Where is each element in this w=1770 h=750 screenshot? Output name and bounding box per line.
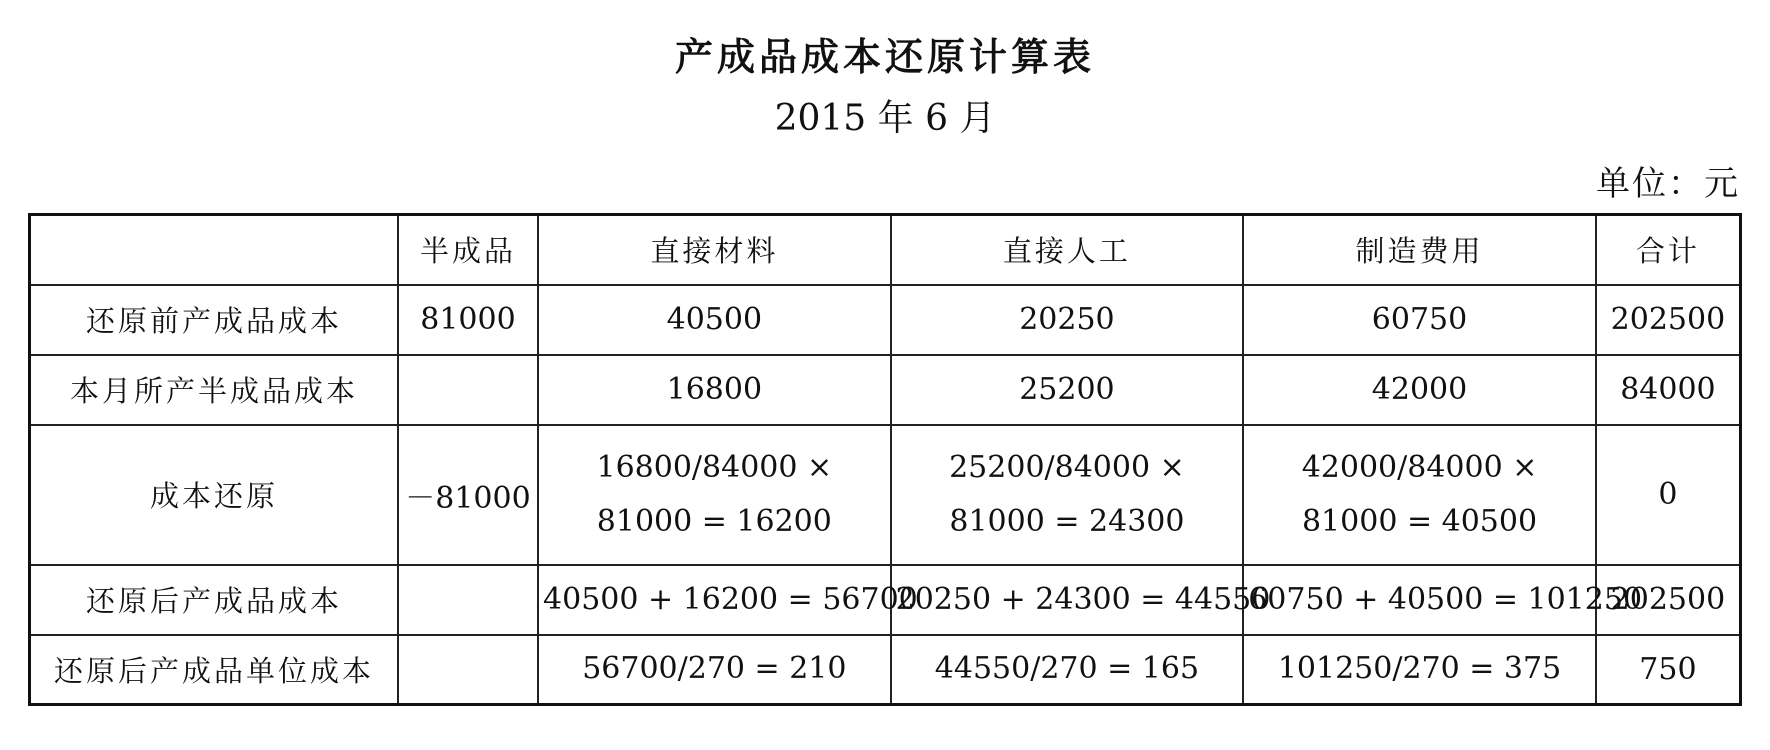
direct-labor-cell: [891, 285, 1244, 355]
overhead-cell: [1243, 635, 1596, 705]
cell-text-line-1: 25200/84000 ×: [949, 449, 1185, 485]
header-cell-direct-material: 直接材料: [538, 215, 891, 285]
unit-label: 单位：元: [1596, 164, 1740, 204]
header-row: [30, 215, 1741, 285]
header-cell-semi-finished: 半成品: [398, 215, 538, 285]
overhead-cell: [1243, 285, 1596, 355]
table-row: [30, 355, 1741, 425]
cell-text: 20250: [1019, 301, 1115, 337]
cell-text: 42000: [1371, 371, 1468, 407]
row-label: 还原前产成品成本: [30, 285, 398, 355]
document-title: 产成品成本还原计算表: [674, 35, 1095, 79]
header-cell-overhead: 制造费用: [1243, 215, 1596, 285]
row-label: 成本还原: [30, 425, 398, 565]
header-cell-direct-labor: 直接人工: [891, 215, 1244, 285]
semi-finished-cell: 81000: [398, 285, 538, 355]
cell-text: 101250/270 = 375: [1277, 651, 1562, 687]
cell-text-line-1: 16800/84000 ×: [596, 449, 833, 485]
semi-finished-cell: [398, 355, 538, 425]
cell-text: 40500: [666, 301, 763, 337]
table-row: [30, 425, 1741, 565]
total-cell: 202500: [1596, 565, 1741, 635]
table-row: [30, 285, 1741, 355]
total-cell: 84000: [1596, 355, 1741, 425]
total-cell: 750: [1596, 635, 1741, 705]
semi-finished-cell: [398, 635, 538, 705]
overhead-cell: [1243, 565, 1643, 635]
total-cell: 202500: [1596, 285, 1741, 355]
direct-labor-cell: [891, 565, 1271, 635]
semi-finished-cell: －81000: [398, 425, 538, 565]
table-row: [30, 565, 1741, 635]
direct-labor-cell: [891, 635, 1244, 705]
header-cell-blank: [30, 215, 398, 285]
cell-text-line-2: 81000 = 40500: [1301, 503, 1538, 539]
cell-text: 20250 + 24300 = 44550: [895, 581, 1271, 617]
cell-text-line-2: 81000 = 24300: [949, 503, 1185, 539]
row-label: 本月所产半成品成本: [30, 355, 398, 425]
table-row: [30, 635, 1741, 705]
total-cell: 0: [1596, 425, 1741, 565]
header-cell-total: 合计: [1596, 215, 1741, 285]
direct-material-cell: [538, 635, 891, 705]
cell-text-line-2: 81000 = 16200: [596, 503, 832, 539]
direct-material-cell: [538, 425, 891, 565]
cell-text: 60750 + 40500 = 101250: [1248, 581, 1643, 617]
cell-text: 44550/270 = 165: [934, 651, 1200, 687]
cell-text-line-1: 42000/84000 ×: [1301, 449, 1538, 485]
overhead-cell: [1243, 425, 1596, 565]
cell-text: 25200: [1019, 371, 1115, 407]
row-label: 还原后产成品单位成本: [30, 635, 398, 705]
direct-material-cell: [538, 285, 891, 355]
overhead-cell: [1243, 355, 1596, 425]
direct-labor-cell: [891, 425, 1244, 565]
direct-material-cell: [538, 565, 918, 635]
cell-text: 60750: [1371, 301, 1468, 337]
document-date: 2015 年 6 月: [774, 98, 996, 139]
cost-restoration-table: [28, 213, 1742, 706]
cell-text: 16800: [666, 371, 763, 407]
cell-text: 56700/270 = 210: [582, 651, 847, 687]
cell-text: 40500 + 16200 = 56700: [543, 581, 918, 617]
direct-material-cell: [538, 355, 891, 425]
direct-labor-cell: [891, 355, 1244, 425]
semi-finished-cell: [398, 565, 538, 635]
row-label: 还原后产成品成本: [30, 565, 398, 635]
